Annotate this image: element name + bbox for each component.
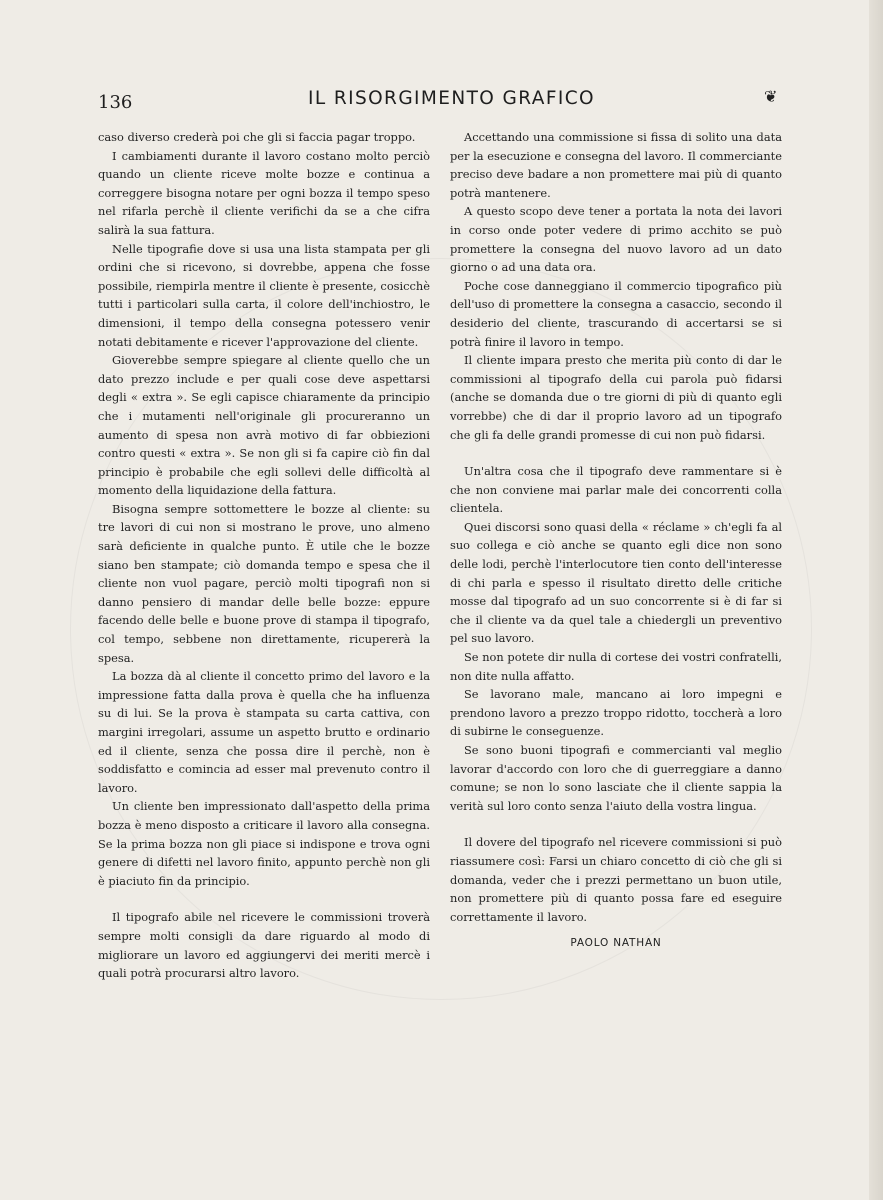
paragraph: caso diverso crederà poi che gli si faccia pagar troppo.	[98, 130, 416, 144]
paragraph: Quei discorsi sono quasi della « réclame » ch'egli fa al suo collega e ciò anche se quanto egli dice non sono delle lodi, perchè l'interlocutore tien conto dell'interesse di chi parla e spesso il risultato diretto delle critiche mosse dal tipografo ad un suo concorrente si è di far si che il cliente va da quel tale a chiedergli un preventivo pel suo lavoro.	[450, 519, 782, 646]
paragraph: Il tipografo abile nel ricevere le commissioni troverà sempre molti consigli da dare riguardo al modo di migliorare un lavoro ed aggiungervi dei meriti mercè i quali potrà procurarsi altro lavoro.	[98, 910, 430, 981]
page-edge	[869, 0, 883, 1200]
paragraph: Poche cose danneggiano il commercio tipografico più dell'uso di promettere la consegna a casaccio, secondo il desiderio del cliente, trascurando di accertarsi se si potrà finire il lavoro in tempo.	[450, 278, 782, 349]
left-column	[98, 128, 430, 983]
journal-title: IL RISORGIMENTO GRAFICO	[308, 88, 596, 109]
right-column	[450, 128, 782, 953]
paragraph: Gioverebbe sempre spiegare al cliente quello che un dato prezzo include e per quali cose deve aspettarsi degli « extra ». Se egli capisce chiaramente da principio che i mutamenti nell'originale gli procureranno un aumento di spesa non avrà motivo di far obbiezioni contro questi « extra ». Se non gli si fa capire ciò fin dal principio è probabile che egli sollevi delle difficoltà al momento della liquidazione della fattura.	[98, 353, 430, 498]
paragraph: Se sono buoni tipografi e commercianti val meglio lavorar d'accordo con loro che di guerreggiare a danno comune; se non lo sono lasciate che il cliente sappia la verità sul loro conto senza l'aiuto della vostra lingua.	[450, 743, 782, 813]
paragraph: I cambiamenti durante il lavoro costano molto perciò quando un cliente riceve molte bozze e continua a correggere bisogna notare per ogni bozza il tempo speso nel rifarla perchè il cliente verifichi da se a che cifra salirà la sua fattura.	[98, 148, 430, 237]
paragraph: A questo scopo deve tener a portata la nota dei lavori in corso onde poter vedere di primo acchito se può promettere la consegna del nuovo lavoro ad un dato giorno o ad una data ora.	[450, 204, 782, 275]
paragraph: Nelle tipografie dove si usa una lista stampata per gli ordini che si ricevono, si dovrebbe, appena che fosse possibile, riempirla mentre il cliente è presente, cosicchè tutti i particolari sulla carta, il colore dell'inchiostro, le dimensioni, il tempo della consegna potessero venir notati debitamente e ricever l'approvazione del cliente.	[98, 241, 430, 349]
paragraph: Il dovere del tipografo nel ricevere commissioni si può riassumere così: Farsi un chiaro concetto di ciò che gli si domanda, veder che i prezzi permettano un buon utile, non promettere più di quanto possa fare ed eseguire correttamente il lavoro.	[450, 835, 782, 924]
paragraph: Se lavorano male, mancano ai loro impegni e prendono lavoro a prezzo troppo ridotto, toccherà a loro di subirne le conseguenze.	[450, 687, 782, 739]
paragraph: La bozza dà al cliente il concetto primo del lavoro e la impressione fatta dalla prova è quella che ha influenza su di lui. Se la prova è stampata su carta cattiva, con margini irregolari, assume un aspetto brutto e ordinario ed il cliente, senza che possa dire il perchè, non è soddisfatto e comincia ad esser mal prevenuto contro il lavoro.	[98, 669, 430, 795]
paragraph: Un cliente ben impressionato dall'aspetto della prima bozza è meno disposto a criticare il lavoro alla consegna. Se la prima bozza non gli piace si indispone e trova ogni genere di difetti nel lavoro finito, appunto perchè non gli è piaciuto fin da principio.	[98, 799, 430, 888]
running-header	[96, 84, 786, 118]
page-number: 136	[98, 92, 133, 113]
leaf-ornament-icon: ❦	[764, 87, 778, 106]
paragraph: Se non potete dir nulla di cortese dei vostri confratelli, non dite nulla affatto.	[450, 650, 782, 683]
paragraph: Bisogna sempre sottomettere le bozze al cliente: su tre lavori di cui non si mostrano le prove, uno almeno sarà deficiente in qualche punto. È utile che le bozze siano ben stampate; ciò domanda tempo e spesa che il cliente non vuol pagare, perciò molti tipografi non si danno pensiero di mandar delle belle bozze: eppure facendo delle belle e buone prove di stampa il tipografo, col tempo, sebbene non direttamente, ricupererà la spesa.	[98, 501, 430, 665]
author-signature: PAOLO NATHAN	[570, 937, 662, 950]
paragraph: Un'altra cosa che il tipografo deve rammentare si è che non conviene mai parlar male dei concorrenti colla clientela.	[450, 464, 782, 516]
paragraph: Accettando una commissione si fissa di solito una data per la esecuzione e consegna del lavoro. Il commerciante preciso deve badare a non promettere mai più di quanto potrà mantenere.	[450, 130, 782, 200]
paragraph: Il cliente impara presto che merita più conto di dar le commissioni al tipografo della cui parola può fidarsi (anche se domanda due o tre giorni di più di quanto egli vorrebbe) che di dar il proprio lavoro ad un tipografo che gli fa delle grandi promesse di cui non può fidarsi.	[450, 353, 782, 442]
